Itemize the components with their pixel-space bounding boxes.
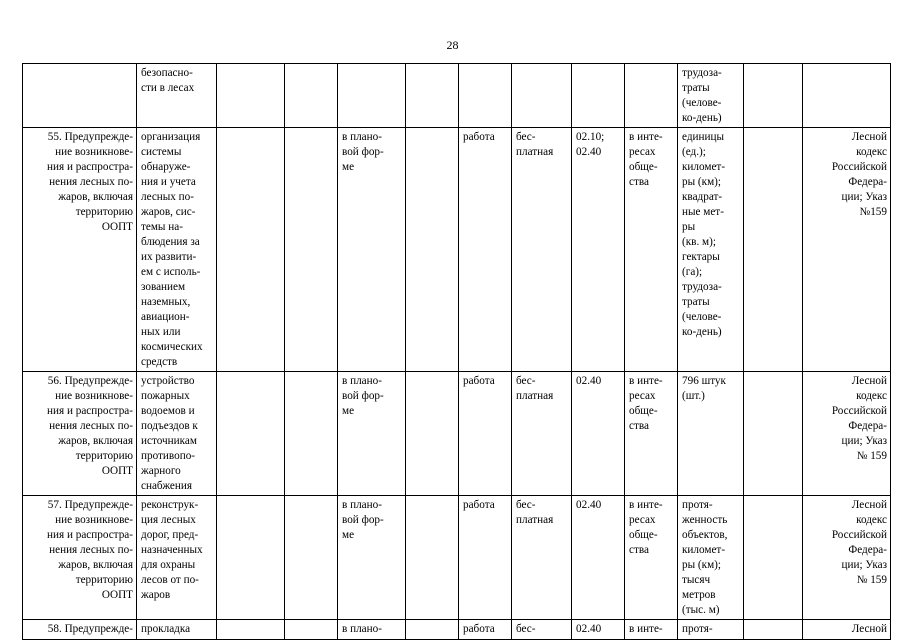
empty-cell bbox=[217, 620, 285, 640]
service-name-cell: 58. Предупрежде- bbox=[23, 620, 137, 640]
empty-cell bbox=[744, 496, 803, 620]
empty-cell bbox=[217, 372, 285, 496]
table-row bbox=[23, 620, 891, 640]
payment-cell: бес- платная bbox=[512, 128, 572, 372]
empty-cell bbox=[406, 496, 459, 620]
payment-cell: бес- bbox=[512, 620, 572, 640]
table-row bbox=[23, 64, 891, 128]
interest-cell: в инте- bbox=[625, 620, 678, 640]
empty-cell bbox=[217, 128, 285, 372]
okved-cell: 02.40 bbox=[572, 496, 625, 620]
empty-cell bbox=[285, 64, 338, 128]
interest-cell: в инте- ресах обще- ства bbox=[625, 372, 678, 496]
empty-cell bbox=[285, 620, 338, 640]
service-name-cell bbox=[23, 64, 137, 128]
interest-cell: в инте- ресах обще- ства bbox=[625, 128, 678, 372]
type-cell: работа bbox=[459, 620, 512, 640]
units-cell: 796 штук (шт.) bbox=[678, 372, 744, 496]
form-cell: в плано- вой фор- ме bbox=[338, 128, 406, 372]
type-cell: работа bbox=[459, 372, 512, 496]
okved-cell: 02.40 bbox=[572, 372, 625, 496]
service-name-cell: 56. Предупрежде- ние возникнове- ния и распростра- нения лесных по- жаров, включая территорию ООПТ bbox=[23, 372, 137, 496]
empty-cell bbox=[744, 372, 803, 496]
payment-cell: бес- платная bbox=[512, 496, 572, 620]
service-name-cell: 55. Предупрежде- ние возникнове- ния и распростра- нения лесных по- жаров, включая территорию ООПТ bbox=[23, 128, 137, 372]
service-content-cell: реконструк- ция лесных дорог, пред- назначенных для охраны лесов от по- жаров bbox=[137, 496, 217, 620]
legal-basis-cell bbox=[803, 64, 891, 128]
empty-cell bbox=[744, 620, 803, 640]
empty-cell bbox=[406, 372, 459, 496]
units-cell: единицы (ед.); километ- ры (км); квадрат- ные мет- ры (кв. м); гектары (га); трудоза- траты (челове- ко-день) bbox=[678, 128, 744, 372]
empty-cell bbox=[744, 128, 803, 372]
legal-basis-cell: Лесной bbox=[803, 620, 891, 640]
legal-basis-cell: Лесной кодекс Российской Федера- ции; Указ № 159 bbox=[803, 372, 891, 496]
page-number: 28 bbox=[446, 38, 459, 52]
empty-cell bbox=[285, 128, 338, 372]
okved-cell bbox=[572, 64, 625, 128]
service-name-cell: 57. Предупрежде- ние возникнове- ния и распростра- нения лесных по- жаров, включая территорию ООПТ bbox=[23, 496, 137, 620]
table-row bbox=[23, 128, 891, 372]
empty-cell bbox=[406, 128, 459, 372]
service-content-cell: безопасно- сти в лесах bbox=[137, 64, 217, 128]
service-content-cell: прокладка bbox=[137, 620, 217, 640]
empty-cell bbox=[406, 64, 459, 128]
units-cell: протя- bbox=[678, 620, 744, 640]
service-content-cell: устройство пожарных водоемов и подъездов к источникам противопо- жарного снабжения bbox=[137, 372, 217, 496]
okved-cell: 02.10; 02.40 bbox=[572, 128, 625, 372]
service-content-cell: организация системы обнаруже- ния и учета лесных по- жаров, сис- темы на- блюдения за их развити- ем с исполь- зованием наземных, авиацион- ных или космических средств bbox=[137, 128, 217, 372]
empty-cell bbox=[217, 64, 285, 128]
payment-cell bbox=[512, 64, 572, 128]
interest-cell: в инте- ресах обще- ства bbox=[625, 496, 678, 620]
legal-basis-cell: Лесной кодекс Российской Федера- ции; Указ №159 bbox=[803, 128, 891, 372]
type-cell: работа bbox=[459, 496, 512, 620]
form-cell: в плано- вой фор- ме bbox=[338, 372, 406, 496]
empty-cell bbox=[285, 496, 338, 620]
empty-cell bbox=[744, 64, 803, 128]
table-row bbox=[23, 496, 891, 620]
interest-cell bbox=[625, 64, 678, 128]
type-cell: работа bbox=[459, 128, 512, 372]
empty-cell bbox=[285, 372, 338, 496]
type-cell bbox=[459, 64, 512, 128]
form-cell: в плано- вой фор- ме bbox=[338, 496, 406, 620]
form-cell: в плано- bbox=[338, 620, 406, 640]
table-row bbox=[23, 372, 891, 496]
legal-basis-cell: Лесной кодекс Российской Федера- ции; Указ № 159 bbox=[803, 496, 891, 620]
form-cell bbox=[338, 64, 406, 128]
units-cell: протя- женность объектов, километ- ры (км); тысяч метров (тыс. м) bbox=[678, 496, 744, 620]
empty-cell bbox=[406, 620, 459, 640]
units-cell: трудоза- траты (челове- ко-день) bbox=[678, 64, 744, 128]
services-table bbox=[22, 63, 891, 640]
empty-cell bbox=[217, 496, 285, 620]
payment-cell: бес- платная bbox=[512, 372, 572, 496]
okved-cell: 02.40 bbox=[572, 620, 625, 640]
